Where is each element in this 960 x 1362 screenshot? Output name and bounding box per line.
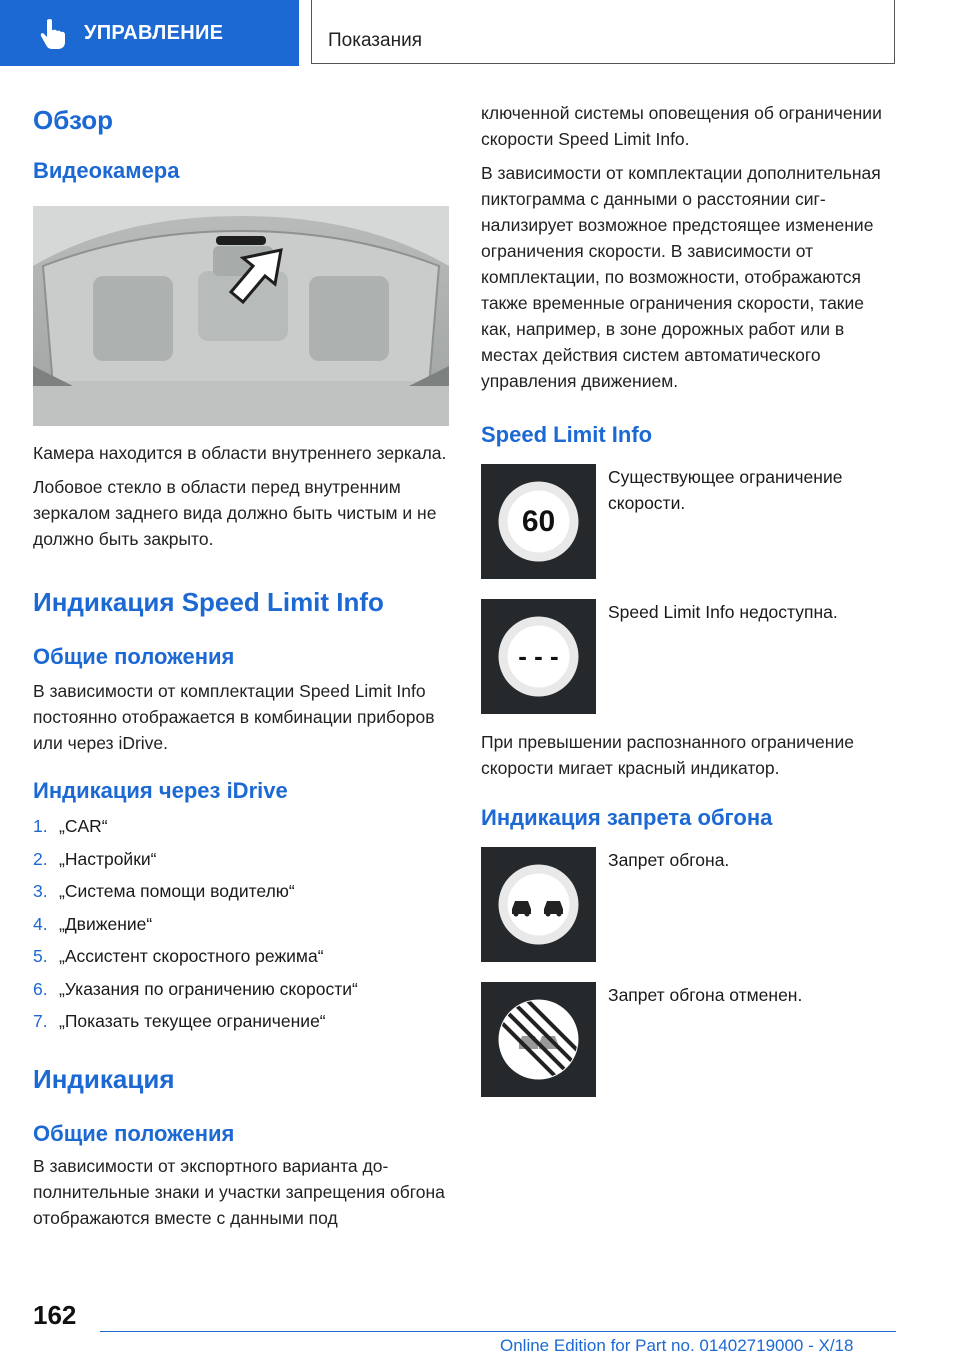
- sign-description: Запрет обгона.: [608, 850, 730, 870]
- sign-description: Существующее ограничение скорости.: [608, 467, 843, 513]
- right-column: [481, 100, 897, 1097]
- list-item: [33, 940, 449, 973]
- sign-row-speed-limit: [481, 464, 897, 579]
- footer-divider: [100, 1331, 896, 1332]
- heading-overview: Обзор: [33, 105, 113, 135]
- speed-limit-unavailable-sign: [481, 599, 596, 714]
- sign-description: Запрет обгона отменен.: [608, 985, 803, 1005]
- step-number: 3.: [33, 881, 48, 901]
- step-number: 2.: [33, 848, 48, 869]
- sign-row-no-overtaking: [481, 847, 897, 962]
- section-title: УПРАВЛЕНИЕ: [84, 21, 224, 44]
- hand-pointer-icon: [36, 16, 70, 50]
- list-item: [33, 908, 449, 941]
- overtaking-ended-sign: [481, 982, 596, 1097]
- list-item: [33, 973, 449, 1006]
- camera-location-photo: [33, 206, 449, 426]
- no-overtaking-sign: [481, 847, 596, 962]
- step-number: 5.: [33, 946, 48, 966]
- step-number: 6.: [33, 978, 48, 999]
- step-text: „Система помощи водителю“: [59, 881, 295, 901]
- left-column: [33, 100, 449, 1231]
- step-text: „Ассистент скоростного режима“: [59, 946, 324, 966]
- heading-camera: Видеокамера: [33, 158, 180, 183]
- section-tab[interactable]: [0, 0, 299, 66]
- pictogram-paragraph: В зависимости от комплектации дополнительная пиктограмма с данными о расстоянии сигнализирует возможное предстоящее изменение ограничения скорости. В зависимости от комплектации, по возможности, отображаются также временные ограничения скорости, такие как, например, в зоне дорожных работ или в местах действия систем автоматического управления движением.: [481, 163, 881, 391]
- heading-general-2: Общие положения: [33, 1120, 235, 1146]
- general-paragraph-2: В зависимости от экспортного варианта дополнительные знаки и участки запрещения обгона отображаются вместе с данными под: [33, 1155, 445, 1228]
- step-text: „Показать текущее ограничение“: [59, 1011, 326, 1031]
- heading-no-overtaking: Индикация запрета обгона: [481, 805, 773, 830]
- no-overtaking-icon: [481, 847, 596, 962]
- list-item: [33, 843, 449, 876]
- heading-display: Индикация: [33, 1063, 175, 1094]
- step-number: 4.: [33, 913, 48, 934]
- step-text: „CAR“: [59, 816, 108, 836]
- edition-note: Online Edition for Part no. 01402719000 - X/18: [500, 1336, 854, 1355]
- heading-general-1: Общие положения: [33, 644, 235, 669]
- continued-paragraph: ключенной системы оповещения об ограничении скорости Speed Limit Info.: [481, 103, 882, 149]
- idrive-steps-list: [33, 810, 449, 1038]
- camera-paragraph-2: Лобовое стекло в области перед внутренним зеркалом заднего вида должно быть чистым и не должно быть закрыто.: [33, 477, 437, 549]
- step-text: „Указания по ограничению скорости“: [59, 978, 358, 999]
- step-number: 7.: [33, 1011, 48, 1031]
- warning-paragraph: При превышении распознанного ограничение скорости мигает красный индикатор.: [481, 732, 854, 778]
- heading-speed-limit-info: Индикация Speed Limit Info: [33, 587, 384, 617]
- step-text: „Движение“: [59, 913, 153, 934]
- speed-limit-60-sign: [481, 464, 596, 579]
- speed-limit-value: 60: [521, 505, 556, 538]
- speed-limit-sign-icon: [481, 464, 596, 579]
- general-paragraph-1: В зависимости от комплектации Speed Limit Info постоянно отображается в комбинации приборов или через iDrive.: [33, 681, 435, 753]
- sign-description: Speed Limit Info недоступна.: [608, 602, 838, 622]
- step-text: „Настройки“: [59, 848, 157, 869]
- step-number: 1.: [33, 816, 48, 836]
- unavailable-value: - - -: [518, 641, 559, 671]
- unavailable-sign-icon: [481, 599, 596, 714]
- camera-paragraph-1: Камера находится в области внутреннего зеркала.: [33, 443, 447, 463]
- chapter-title: Показания: [328, 30, 422, 51]
- chapter-header: [311, 0, 895, 64]
- list-item: [33, 810, 449, 843]
- end-no-overtaking-icon: [481, 982, 596, 1097]
- list-item: [33, 875, 449, 908]
- sign-row-unavailable: [481, 599, 897, 714]
- page-number: 162: [33, 1300, 77, 1330]
- list-item: [33, 1005, 449, 1038]
- heading-speed-limit-info-2: Speed Limit Info: [481, 422, 653, 447]
- heading-idrive: Индикация через iDrive: [33, 778, 288, 803]
- sign-row-overtaking-ended: [481, 982, 897, 1097]
